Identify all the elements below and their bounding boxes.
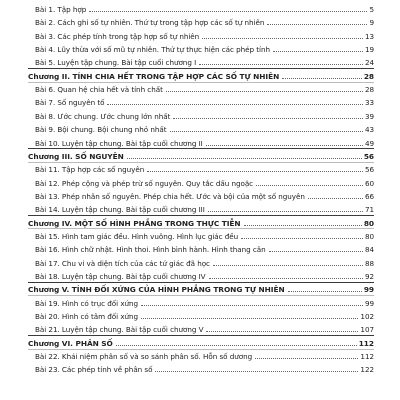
toc-lesson-entry (35, 202, 374, 215)
toc-page-number: 66 (364, 191, 374, 201)
dot-leader (256, 185, 363, 186)
toc-lesson-entry (35, 269, 374, 282)
toc-page-number: 80 (363, 218, 374, 228)
toc-lesson-entry (35, 189, 374, 202)
toc-entry-title: Bài 1. Tập hợp (35, 5, 87, 14)
toc-page-number: 99 (363, 285, 374, 295)
toc-lesson-entry (35, 136, 374, 149)
toc-entry-title: Bài 18. Luyện tập chung. Bài tập cuối chương IV (35, 272, 206, 281)
toc-chapter-entry (28, 282, 374, 295)
dot-leader (141, 318, 358, 319)
toc-lesson-entry (35, 322, 374, 335)
chapter-rule-top (28, 335, 374, 336)
chapter-rule-top (28, 148, 374, 149)
dot-leader (255, 358, 358, 359)
dot-leader (282, 78, 362, 79)
toc-page-number: 99 (364, 298, 374, 308)
dot-leader (147, 171, 363, 172)
toc-lesson-entry (35, 109, 374, 122)
toc-entry-title: Bài 4. Lũy thừa với số mũ tự nhiên. Thứ tự thực hiện các phép tính (35, 45, 271, 55)
toc-entry-title: Bài 5. Luyện tập chung. Bài tập cuối chương I (35, 58, 197, 68)
dot-leader (199, 64, 363, 65)
toc-lesson-entry (35, 122, 374, 135)
toc-lesson-entry (35, 256, 374, 269)
toc-page-number: 39 (364, 111, 374, 121)
toc-page-number: 92 (364, 272, 374, 281)
toc-lesson-entry (35, 95, 374, 108)
toc-lesson-entry (35, 309, 374, 322)
toc-entry-title: Bài 10. Luyện tập chung. Bài tập cuối chương II (35, 138, 203, 148)
toc-page-number: 71 (364, 205, 374, 215)
dot-leader (141, 305, 363, 306)
toc-lesson-entry (35, 82, 374, 95)
toc-entry-title: Bài 13. Phép nhân số nguyên. Phép chia hết. Ước và bội của một số nguyên (35, 191, 305, 201)
toc-entry-title: Bài 20. Hình có tâm đối xứng (35, 312, 139, 322)
toc-entry-title: Chương IV. MỘT SỐ HÌNH PHẲNG TRONG THỰC TIỄN (28, 218, 241, 228)
toc-page-number: 112 (358, 338, 374, 348)
dot-leader (170, 131, 363, 132)
dot-leader (269, 251, 363, 252)
toc-entry-title: Bài 19. Hình có trục đối xứng (35, 298, 139, 308)
toc-entry-title: Bài 3. Các phép tính trong tập hợp số tự nhiên (35, 31, 200, 41)
toc-entry-title: Bài 6. Quan hệ chia hết và tính chất (35, 85, 163, 95)
toc-page-number: 112 (360, 352, 374, 362)
toc-lesson-entry (35, 55, 374, 68)
toc-entry-title: Bài 21. Luyện tập chung. Bài tập cuối chương V (35, 325, 204, 335)
toc-entry-title: Bài 7. Số nguyên tố (35, 98, 105, 108)
dot-leader (273, 51, 363, 52)
dot-leader (209, 278, 363, 279)
toc-page-number: 102 (360, 312, 374, 322)
toc-entry-title: Bài 16. Hình chữ nhật. Hình thoi. Hình bình hành. Hình thang cân (35, 245, 266, 255)
toc-lesson-entry (35, 242, 374, 255)
dot-leader (213, 265, 363, 266)
toc-lesson-entry (35, 362, 374, 375)
toc-page-number: 33 (364, 98, 374, 108)
dot-leader (288, 291, 362, 292)
dot-leader (107, 104, 362, 105)
toc-page-number: 28 (363, 71, 374, 81)
toc-page-number: 13 (364, 31, 374, 41)
toc-page-number: 19 (364, 45, 374, 55)
dot-leader (308, 198, 363, 199)
toc-page-number: 56 (364, 165, 374, 175)
toc-entry-title: Bài 17. Chu vi và diện tích của các tứ giác đã học (35, 258, 210, 268)
toc-lesson-entry (35, 176, 374, 189)
dot-leader (202, 38, 363, 39)
chapter-rule-top (28, 68, 374, 69)
toc-page-number: 80 (364, 231, 374, 241)
toc-chapter-entry (28, 336, 374, 349)
toc-page-number: 84 (364, 245, 374, 255)
dot-leader (267, 24, 367, 25)
toc-entry-title: Chương II. TÍNH CHIA HẾT TRONG TẬP HỢP CÁC SỐ TỰ NHIÊN (28, 71, 280, 81)
toc-entry-title: Bài 14. Luyện tập chung. Bài tập cuối chương III (35, 205, 205, 215)
toc-lesson-entry (35, 29, 374, 42)
dot-leader (166, 91, 363, 92)
dot-leader (244, 225, 362, 226)
toc-page-number: 107 (360, 325, 374, 335)
toc-page-number: 28 (364, 85, 374, 95)
toc-page-number: 43 (364, 125, 374, 135)
dot-leader (127, 158, 362, 159)
dot-leader (116, 345, 357, 346)
toc-lesson-entry (35, 229, 374, 242)
chapter-rule-top (28, 282, 374, 283)
toc-page-number: 60 (364, 178, 374, 188)
toc-entry-title: Chương V. TÍNH ĐỐI XỨNG CỦA HÌNH PHẲNG TRONG TỰ NHIÊN (28, 285, 285, 295)
toc-entry-title: Bài 11. Tập hợp các số nguyên (35, 165, 145, 175)
dot-leader (206, 145, 363, 146)
dot-leader (206, 331, 358, 332)
toc-page-number: 24 (364, 58, 374, 68)
toc-lesson-entry (35, 2, 374, 15)
toc-chapter-entry (28, 69, 374, 82)
toc-entry-title: Bài 9. Bội chung. Bội chung nhỏ nhất (35, 125, 167, 135)
toc-lesson-entry (35, 162, 374, 175)
toc-entry-title: Bài 12. Phép cộng và phép trừ số nguyên. Quy tắc dấu ngoặc (35, 178, 254, 188)
dot-leader (89, 11, 367, 12)
toc-entry-title: Bài 8. Ước chung. Ước chung lớn nhất (35, 111, 171, 121)
toc-chapter-entry (28, 216, 374, 229)
toc-page-number: 122 (360, 365, 374, 375)
toc-chapter-entry (28, 149, 374, 162)
toc-lesson-entry (35, 42, 374, 55)
toc-entry-title: Chương III. SỐ NGUYÊN (28, 151, 124, 161)
chapter-rule-top (28, 215, 374, 216)
toc-entry-title: Bài 2. Cách ghi số tự nhiên. Thứ tự trong tập hợp các số tự nhiên (35, 18, 265, 28)
dot-leader (155, 371, 358, 372)
toc-entry-title: Bài 15. Hình tam giác đều. Hình vuông. Hình lục giác đều (35, 231, 239, 241)
dot-leader (241, 238, 363, 239)
toc-lesson-entry (35, 296, 374, 309)
toc-lesson-entry (35, 15, 374, 28)
toc-entry-title: Bài 22. Khái niệm phân số và so sánh phân số. Hỗn số dương (35, 352, 253, 362)
toc-lesson-entry (35, 349, 374, 362)
toc-page-number: 5 (369, 5, 374, 14)
toc-entry-title: Bài 23. Các phép tính về phân số (35, 365, 153, 375)
dot-leader (208, 211, 363, 212)
toc-page-number: 56 (363, 151, 374, 161)
toc-page-number: 9 (369, 18, 374, 28)
toc-page-number: 88 (364, 258, 374, 268)
toc-page-number: 49 (364, 138, 374, 148)
dot-leader (173, 118, 363, 119)
toc-entry-title: Chương VI. PHÂN SỐ (28, 338, 113, 348)
